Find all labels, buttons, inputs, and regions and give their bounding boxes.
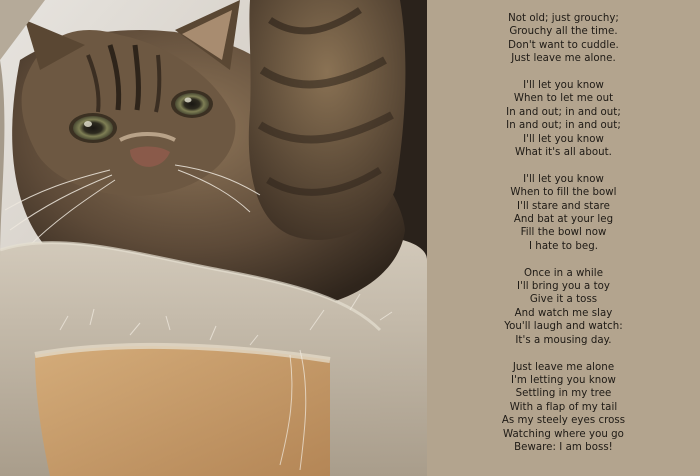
stanza-1 (508, 12, 619, 66)
poem-line: Just leave me alone. (511, 53, 616, 65)
poem-line: I'm letting you know (511, 374, 616, 386)
poem-line: I hate to beg. (528, 240, 599, 252)
stanza-4 (504, 267, 623, 347)
poem-line: Fill the bowl now (520, 227, 607, 239)
poem-line: Don't want to cuddle. (508, 39, 619, 51)
poem-line: And bat at your leg (513, 214, 614, 226)
poem-line: I'll let you know (523, 80, 604, 92)
poem-line: When to fill the bowl (510, 187, 617, 199)
poem-line: Once in a while (523, 267, 604, 279)
poem-line: You'll laugh and watch: (504, 321, 623, 333)
poem-line: As my steely eyes cross (501, 415, 626, 427)
poem-line: And watch me slay (514, 307, 613, 319)
poem-panel (427, 0, 700, 476)
poem-line: In and out; in and out; (506, 120, 621, 132)
poem-line: Just leave me alone (512, 361, 615, 373)
poem-line: I'll bring you a toy (516, 281, 611, 293)
stanza-2 (506, 79, 621, 159)
stanza-3 (510, 173, 616, 253)
poem-line: In and out; in and out; (506, 106, 621, 118)
poem-line: Give it a toss (529, 294, 598, 306)
poem-line: It's a mousing day. (515, 334, 612, 346)
poem-line: Watching where you go (503, 428, 624, 440)
poem-line: Settling in my tree (515, 388, 612, 400)
poem-line: When to let me out (513, 93, 614, 105)
stanza-5 (502, 361, 625, 455)
poem-line: I'll let you know (523, 173, 604, 185)
poem-line: Not old; just grouchy; (508, 13, 619, 24)
poem-line: Beware: I am boss! (514, 441, 613, 453)
poem-line: I'll let you know (523, 133, 604, 145)
poem-line: Grouchy all the time. (509, 26, 618, 38)
poem-line: I'll stare and stare (517, 200, 610, 212)
poem-line: With a flap of my tail (509, 401, 618, 413)
poem-line: What it's all about. (515, 147, 612, 159)
